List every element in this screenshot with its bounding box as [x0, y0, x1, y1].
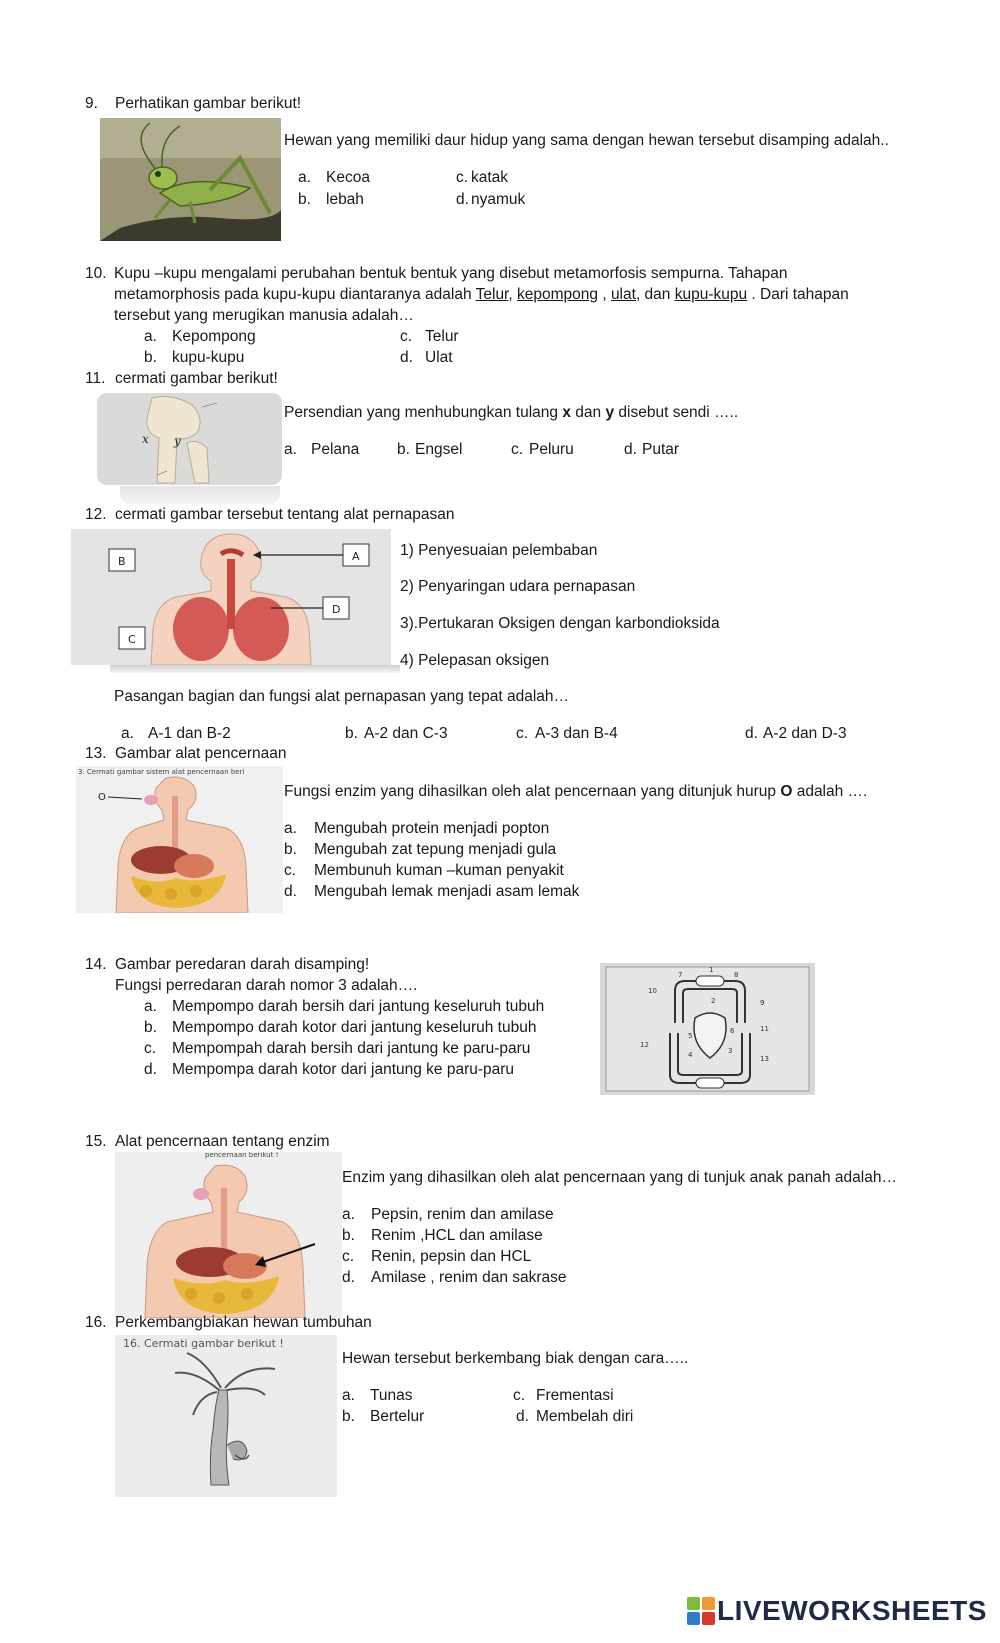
q16-option-c-letter: c. [513, 1387, 526, 1404]
grasshopper-image [100, 118, 281, 241]
q12-item-3: 3).Pertukaran Oksigen dengan karbondioksida [400, 615, 720, 632]
circ-num-7: 7 [678, 971, 683, 979]
digestive-image-2 [115, 1152, 342, 1318]
q9-option-d-letter: d. [456, 191, 469, 208]
q11-option-d-letter: d. [624, 441, 637, 458]
q10-stage-kepompong: kepompong [517, 286, 599, 303]
q10-line1: Kupu –kupu mengalami perubahan bentuk bentuk yang disebut metamorfosis sempurna. Tahapan [114, 265, 788, 282]
q11-question [284, 404, 738, 423]
circ-num-4: 4 [688, 1051, 693, 1059]
q14-option-c-letter: c. [144, 1040, 157, 1057]
q13-option-a: Mengubah protein menjadi popton [314, 820, 550, 837]
q10-line3: tersebut yang merugikan manusia adalah… [114, 307, 414, 324]
q11-number: 11. [85, 370, 106, 387]
liveworksheets-logo-icon [687, 1597, 715, 1625]
q14-option-b-letter: b. [144, 1019, 157, 1036]
circ-num-10: 10 [648, 987, 657, 995]
circ-num-11: 11 [760, 1025, 769, 1033]
q16-option-b: Bertelur [370, 1408, 425, 1425]
circulation-illustration [600, 963, 815, 1095]
q11-question-pre: Persendian yang menhubungkan tulang [284, 404, 563, 421]
q14-option-a-letter: a. [144, 998, 157, 1015]
q16-option-a-letter: a. [342, 1387, 355, 1404]
q10-option-b-letter: b. [144, 349, 157, 366]
q14-option-c: Mempompah darah bersih dari jantung ke paru-paru [172, 1040, 531, 1057]
q10-option-d: Ulat [425, 349, 453, 366]
q12-number: 12. [85, 506, 107, 523]
q10-option-a: Kepompong [172, 328, 256, 345]
joint-label-y: y [174, 434, 181, 448]
q9-option-b: lebah [326, 191, 364, 208]
respiratory-image [71, 529, 391, 665]
q10-sep1: , [508, 286, 517, 303]
q15-option-d: Amilase , renim dan sakrase [371, 1269, 567, 1286]
joint-image [97, 393, 282, 485]
q9-option-a-letter: a. [298, 169, 311, 186]
q16-number: 16. [85, 1314, 107, 1331]
q16-question: Hewan tersebut berkembang biak dengan cara….. [342, 1350, 689, 1367]
q10-line2-pre: metamorphosis pada kupu-kupu diantaranya adalah [114, 286, 476, 303]
q9-option-c: katak [471, 169, 509, 186]
q14-title: Gambar peredaran darah disamping! [115, 956, 370, 973]
q12-item-4: 4) Pelepasan oksigen [400, 652, 550, 669]
q13-option-b: Mengubah zat tepung menjadi gula [314, 841, 557, 858]
q12-prompt: Pasangan bagian dan fungsi alat pernapasan yang tepat adalah… [114, 688, 570, 705]
respiratory-illustration [71, 529, 391, 665]
circ-num-1: 1 [709, 966, 714, 974]
circ-num-2: 2 [711, 997, 716, 1005]
q12-title: cermati gambar tersebut tentang alat pernapasan [115, 506, 455, 523]
q11-option-a: Pelana [311, 441, 360, 458]
resp-label-a: A [352, 550, 360, 563]
q9-option-d: nyamuk [471, 191, 526, 208]
q15-option-a-letter: a. [342, 1206, 355, 1223]
q12-option-c-letter: c. [516, 725, 529, 742]
q11-option-c: Peluru [529, 441, 574, 458]
digestive-illustration-2 [115, 1152, 342, 1318]
circ-num-6: 6 [730, 1027, 735, 1035]
q11-option-d: Putar [642, 441, 680, 458]
q15-option-c-letter: c. [342, 1248, 355, 1265]
q13-option-d: Mengubah lemak menjadi asam lemak [314, 883, 580, 900]
joint-illustration [97, 393, 282, 485]
q9-option-c-letter: c. [456, 169, 469, 186]
digestive-2-caption: pencernaan berikut ! [205, 1152, 279, 1159]
q13-option-d-letter: d. [284, 883, 297, 900]
q12-option-d-letter: d. [745, 725, 758, 742]
q14-number: 14. [85, 956, 107, 973]
joint-image-shadow [120, 486, 280, 504]
resp-label-c: C [128, 633, 136, 646]
q15-title: Alat pencernaan tentang enzim [115, 1133, 330, 1150]
hydra-caption: 16. Cermati gambar berikut ! [123, 1337, 284, 1350]
q12-option-b: A-2 dan C-3 [364, 725, 448, 742]
q13-question-post: adalah …. [792, 783, 868, 800]
q10-stage-telur: Telur [475, 286, 509, 303]
q9-option-a: Kecoa [326, 169, 370, 186]
q11-var-x: x [562, 404, 571, 421]
q15-option-d-letter: d. [342, 1269, 355, 1286]
q10-stage-kupu: kupu-kupu [674, 286, 748, 303]
q14-option-b: Mempompo darah kotor dari jantung keseluruh tubuh [172, 1019, 537, 1036]
q15-option-a: Pepsin, renim dan amilase [371, 1206, 554, 1223]
q15-number: 15. [85, 1133, 107, 1150]
joint-label-x: x [142, 432, 149, 446]
q13-title: Gambar alat pencernaan [115, 745, 287, 762]
q11-option-b-letter: b. [397, 441, 410, 458]
q13-option-b-letter: b. [284, 841, 297, 858]
q12-option-b-letter: b. [345, 725, 358, 742]
hydra-image [115, 1335, 337, 1497]
q14-option-d-letter: d. [144, 1061, 157, 1078]
q11-var-y: y [605, 404, 615, 421]
digestive-illustration-1 [76, 766, 283, 913]
q10-sep2: , [598, 286, 611, 303]
q15-question: Enzim yang dihasilkan oleh alat pencernaan yang di tunjuk anak panah adalah… [342, 1169, 897, 1186]
resp-label-d: D [332, 603, 341, 616]
q10-stage-ulat: ulat [610, 286, 636, 303]
q11-option-b: Engsel [415, 441, 463, 458]
respiratory-image-shadow [110, 665, 400, 673]
q13-option-a-letter: a. [284, 820, 297, 837]
q10-line2-post: . Dari tahapan [747, 286, 849, 303]
circ-num-9: 9 [760, 999, 765, 1007]
q11-title: cermati gambar berikut! [115, 370, 278, 387]
q16-option-d-letter: d. [516, 1408, 529, 1425]
q9-question: Hewan yang memiliki daur hidup yang sama dengan hewan tersebut disamping adalah.. [284, 132, 889, 149]
q11-option-a-letter: a. [284, 441, 297, 458]
q12-option-d: A-2 dan D-3 [763, 725, 847, 742]
digestive-image-1 [76, 766, 283, 913]
q13-number: 13. [85, 745, 107, 762]
q16-option-b-letter: b. [342, 1408, 355, 1425]
liveworksheets-brand[interactable]: LIVEWORKSHEETS [717, 1595, 987, 1626]
circ-num-3: 3 [728, 1047, 733, 1055]
circulation-image [600, 963, 815, 1095]
q10-sep3: , dan [635, 286, 675, 303]
q15-option-c: Renin, pepsin dan HCL [371, 1248, 532, 1265]
digestive-1-caption: 3. Cermati gambar sistem alat pencernaan beri [78, 768, 245, 776]
digestive-label-o: O [98, 792, 106, 803]
q15-option-b: Renim ,HCL dan amilase [371, 1227, 543, 1244]
q10-option-d-letter: d. [400, 349, 413, 366]
q13-option-c-letter: c. [284, 862, 297, 879]
q11-question-post: disebut sendi ….. [614, 404, 739, 421]
q13-question-pre: Fungsi enzim yang dihasilkan oleh alat pencernaan yang ditunjuk hurup [284, 783, 781, 800]
q9-option-b-letter: b. [298, 191, 311, 208]
q11-option-c-letter: c. [511, 441, 524, 458]
circ-num-12: 12 [640, 1041, 649, 1049]
q13-option-c: Membunuh kuman –kuman penyakit [314, 862, 564, 879]
circ-num-13: 13 [760, 1055, 769, 1063]
grasshopper-illustration [100, 118, 281, 241]
resp-label-b: B [118, 555, 126, 568]
q11-question-mid: dan [570, 404, 606, 421]
q14-question: Fungsi perredaran darah nomor 3 adalah…. [115, 977, 418, 994]
q10-option-c-letter: c. [400, 328, 413, 345]
q12-item-2: 2) Penyaringan udara pernapasan [400, 578, 636, 595]
q16-title: Perkembangbiakan hewan tumbuhan [115, 1314, 372, 1331]
q15-option-b-letter: b. [342, 1227, 355, 1244]
q12-option-a: A-1 dan B-2 [148, 725, 231, 742]
q13-question [284, 783, 867, 802]
q14-option-a: Mempompo darah bersih dari jantung keseluruh tubuh [172, 998, 545, 1015]
q9-title: Perhatikan gambar berikut! [115, 95, 302, 112]
hydra-illustration [115, 1335, 337, 1497]
q10-line2 [114, 286, 849, 305]
q10-option-b: kupu-kupu [172, 349, 245, 366]
circ-num-8: 8 [734, 971, 739, 979]
q16-option-a: Tunas [370, 1387, 413, 1404]
q12-option-c: A-3 dan B-4 [535, 725, 618, 742]
q10-option-c: Telur [425, 328, 459, 345]
circ-num-5: 5 [688, 1032, 693, 1040]
q14-option-d: Mempompa darah kotor dari jantung ke paru-paru [172, 1061, 515, 1078]
q13-letter-o: O [780, 783, 793, 800]
q16-option-c: Frementasi [536, 1387, 614, 1404]
q10-number: 10. [85, 265, 107, 282]
q10-option-a-letter: a. [144, 328, 157, 345]
q12-item-1: 1) Penyesuaian pelembaban [400, 542, 598, 559]
q9-number: 9. [85, 95, 98, 112]
q12-option-a-letter: a. [121, 725, 134, 742]
q16-option-d: Membelah diri [536, 1408, 634, 1425]
